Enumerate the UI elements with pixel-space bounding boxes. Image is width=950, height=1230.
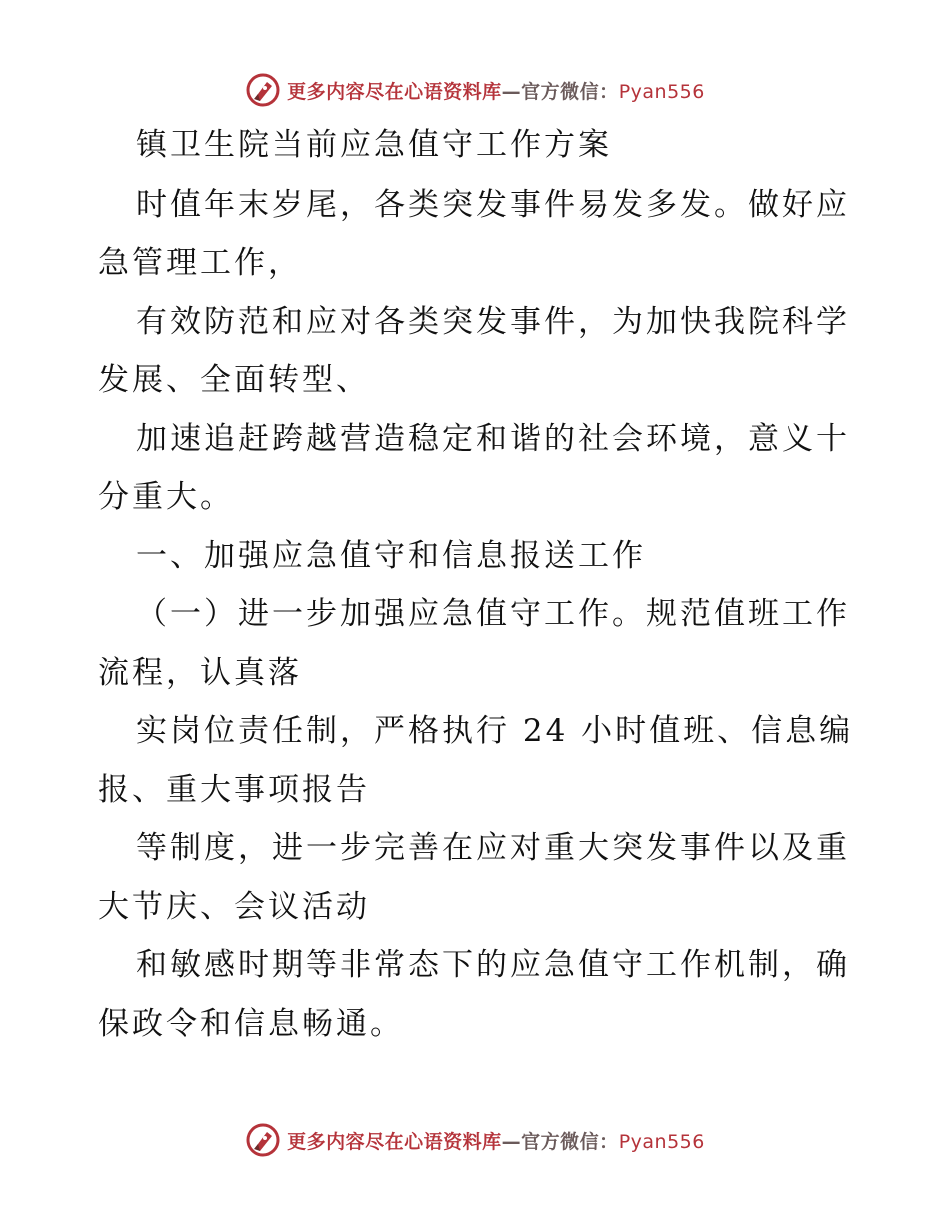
watermark-official: 官方微信： (521, 1130, 619, 1153)
paragraph-line: 加速追赶跨越营造稳定和谐的社会环境，意义十 (136, 421, 850, 457)
watermark-official: 官方微信： (521, 80, 619, 103)
paragraph-line: 和敏感时期等非常态下的应急值守工作机制，确 (136, 947, 850, 983)
pen-nib-logo-icon (245, 1122, 281, 1158)
watermark-brand: 更多内容尽在心语资料库 (287, 1130, 502, 1153)
paragraph-line: 大节庆、会议活动 (98, 889, 370, 925)
header-watermark (0, 70, 950, 110)
watermark-dash: — (501, 80, 522, 103)
paragraph-line: 等制度，进一步完善在应对重大突发事件以及重 (136, 830, 850, 866)
pen-nib-logo-icon (245, 72, 281, 108)
watermark-text (287, 1127, 705, 1154)
document-title: 镇卫生院当前应急值守工作方案 (136, 127, 612, 163)
footer-watermark (0, 1120, 950, 1160)
paragraph-line: 发展、全面转型、 (98, 362, 370, 398)
paragraph-line: 流程，认真落 (98, 655, 302, 691)
watermark-dash: — (501, 1130, 522, 1153)
paragraph-line: 保政令和信息畅通。 (98, 1006, 404, 1042)
section-heading: 一、加强应急值守和信息报送工作 (136, 538, 646, 574)
paragraph-line: 急管理工作， (98, 245, 302, 281)
watermark-text (287, 77, 705, 104)
paragraph-line: 有效防范和应对各类突发事件，为加快我院科学 (136, 304, 850, 340)
watermark-account: Pyan556 (618, 80, 705, 103)
paragraph-line: 时值年末岁尾，各类突发事件易发多发。做好应 (136, 187, 850, 223)
paragraph-line: 报、重大事项报告 (98, 772, 370, 808)
paragraph-line: 分重大。 (98, 479, 234, 515)
watermark-brand: 更多内容尽在心语资料库 (287, 80, 502, 103)
paragraph-line: 实岗位责任制，严格执行 24 小时值班、信息编 (136, 713, 854, 749)
watermark-account: Pyan556 (618, 1130, 705, 1153)
paragraph-line: （一）进一步加强应急值守工作。规范值班工作 (136, 596, 850, 632)
